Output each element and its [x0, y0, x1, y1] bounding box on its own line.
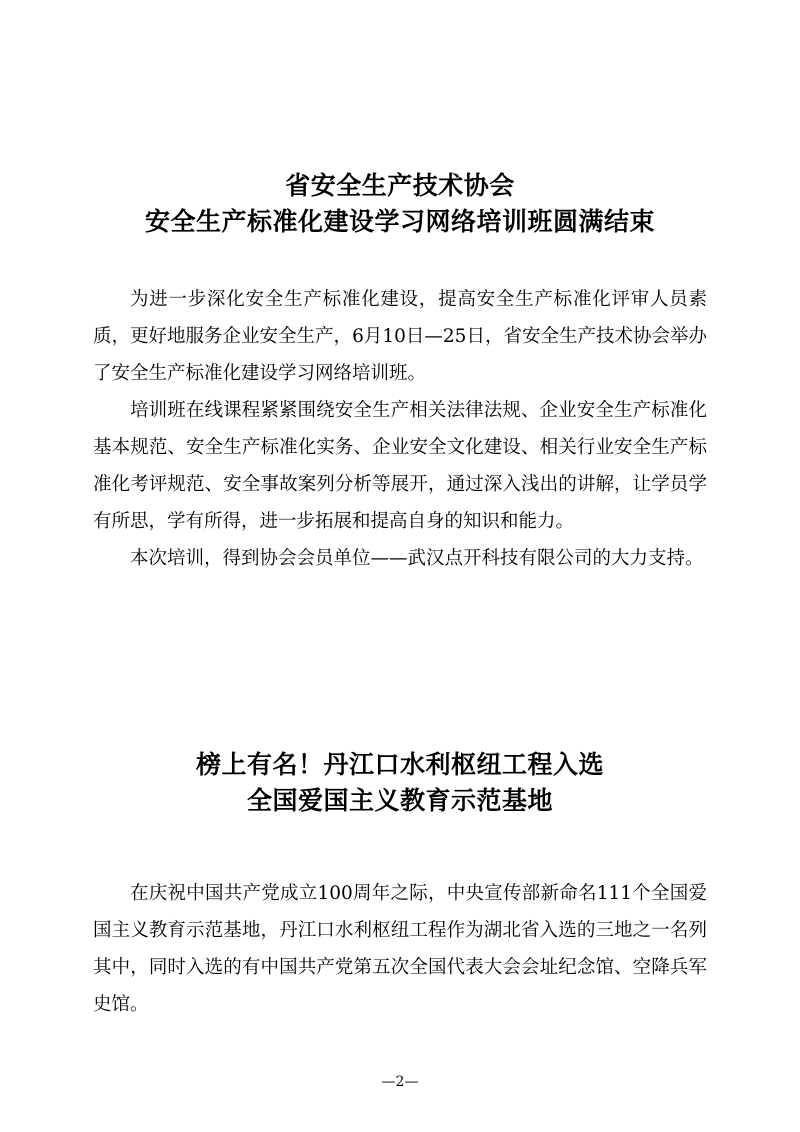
- article-danjiangkou: [93, 747, 707, 1023]
- article-training-course: [93, 168, 707, 577]
- page-number: —2—: [381, 1074, 419, 1090]
- article-title-line-1: 榜上有名！丹江口水利枢纽工程入选: [195, 750, 604, 779]
- article-title-line-2: 安全生产标准化建设学习网络培训班圆满结束: [144, 207, 655, 236]
- paragraph: 培训班在线课程紧紧围绕安全生产相关法律法规、企业安全生产标准化基本规范、安全生产标准化实务、企业安全文化建设、相关行业安全生产标准化考评规范、安全事故案列分析等展开，通过深入浅出的讲解，让学员学有所思，学有所得，进一步拓展和提高自身的知识和能力。: [93, 400, 707, 532]
- paragraph: 为进一步深化安全生产标准化建设，提高安全生产标准化评审人员素质，更好地服务企业安全生产，6月10日—25日，省安全生产技术协会举办了安全生产标准化建设学习网络培训班。: [93, 289, 707, 384]
- article-body: [93, 875, 707, 1023]
- paragraph: 本次培训，得到协会会员单位——武汉点开科技有限公司的大力支持。: [130, 548, 704, 569]
- article-title: [93, 747, 707, 819]
- article-body: [93, 281, 707, 577]
- article-title-line-2: 全国爱国主义教育示范基地: [246, 786, 553, 815]
- article-title: [93, 168, 707, 240]
- paragraph: 在庆祝中国共产党成立100周年之际，中央宣传部新命名111个全国爱国主义教育示范基地，丹江口水利枢纽工程作为湖北省入选的三地之一名列其中，同时入选的有中国共产党第五次全国代表大会会址纪念馆、空降兵军史馆。: [93, 883, 707, 1015]
- article-title-line-1: 省安全生产技术协会: [285, 171, 515, 200]
